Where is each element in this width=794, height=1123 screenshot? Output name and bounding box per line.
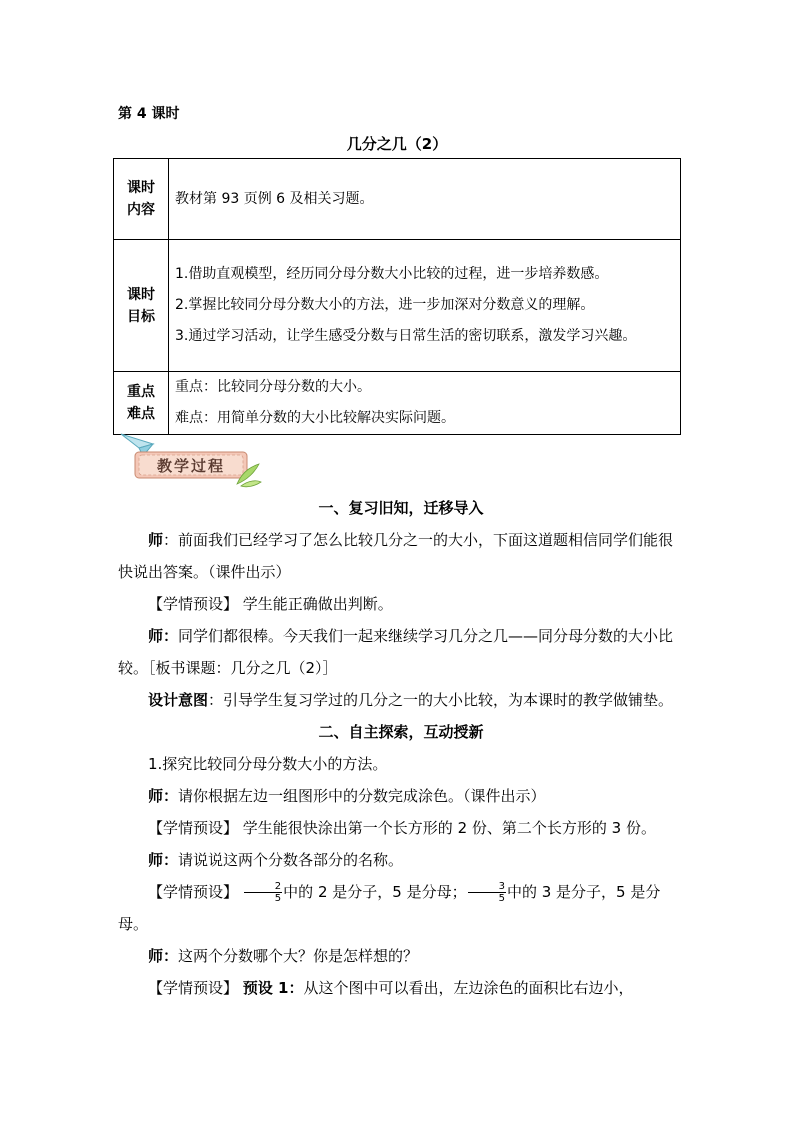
section-heading-1: 一、复习旧知，迁移导入 [318, 499, 484, 517]
fraction-two-fifths: $\frac{2}{5}$ [244, 881, 282, 904]
paragraph: 师：前面我们已经学习了怎么比较几分之一的大小，下面这道题相信同学们能很快说出答案。（课件出示） [118, 531, 674, 581]
key-points-label: 重点 难点 [114, 372, 169, 435]
content-label: 课时 内容 [114, 159, 169, 240]
fraction-three-fifths: $\frac{3}{5}$ [468, 881, 506, 904]
section-heading-2: 二、自主探索，互动授新 [318, 723, 484, 741]
badge-label: 教学过程 [156, 457, 226, 475]
paragraph: 师：请说说这两个分数各部分的名称。 [148, 851, 404, 869]
paragraph: 【学情预设】 预设 1：从这个图中可以看出，左边涂色的面积比右边小， [148, 979, 634, 997]
teaching-process-badge [117, 430, 262, 488]
key-points-text [169, 372, 681, 435]
goal-item: 3.通过学习活动，让学生感受分数与日常生活的密切联系，激发学习兴趣。 [175, 328, 637, 344]
paragraph: 师：请你根据左边一组图形中的分数完成涂色。（课件出示） [148, 787, 546, 805]
paragraph: 师：这两个分数哪个大？你是怎样想的？ [148, 947, 419, 965]
lesson-process-content [118, 492, 684, 1004]
difficult-point: 难点：用简单分数的大小比较解决实际问题。 [175, 410, 455, 426]
goal-item: 1.借助直观模型，经历同分母分数大小比较的过程，进一步培养数感。 [175, 266, 609, 282]
key-point: 重点：比较同分母分数的大小。 [175, 379, 371, 395]
goals-list [169, 240, 681, 372]
table-row-content [114, 159, 681, 240]
goals-label: 课时 目标 [114, 240, 169, 372]
table-row-key-points [114, 372, 681, 435]
paragraph: 设计意图：引导学生复习学过的几分之一的大小比较，为本课时的教学做铺垫。 [148, 691, 674, 709]
table-row-goals [114, 240, 681, 372]
content-text: 教材第 93 页例 6 及相关习题。 [169, 159, 681, 240]
paragraph: 师：同学们都很棒。今天我们一起来继续学习几分之几——同分母分数的大小比较。［板书课题：几分之几（2）］ [118, 627, 674, 677]
lesson-number: 第 4 课时 [118, 106, 180, 122]
lesson-info-table [113, 158, 681, 435]
paragraph: 【学情预设】 学生能正确做出判断。 [148, 595, 393, 613]
goal-item: 2.掌握比较同分母分数大小的方法，进一步加深对分数意义的理解。 [175, 297, 595, 313]
paragraph: 【学情预设】 学生能很快涂出第一个长方形的 2 份、第二个长方形的 3 份。 [148, 819, 656, 837]
paragraph: 【学情预设】 $\frac{2}{5}$ 中的 2 是分子，5 是分母； $\frac{3}{5}$ 中的 3 是分子，5 是分母。 [118, 881, 661, 933]
paragraph: 1.探究比较同分母分数大小的方法。 [148, 755, 388, 773]
page-title: 几分之几（2） [346, 135, 448, 153]
